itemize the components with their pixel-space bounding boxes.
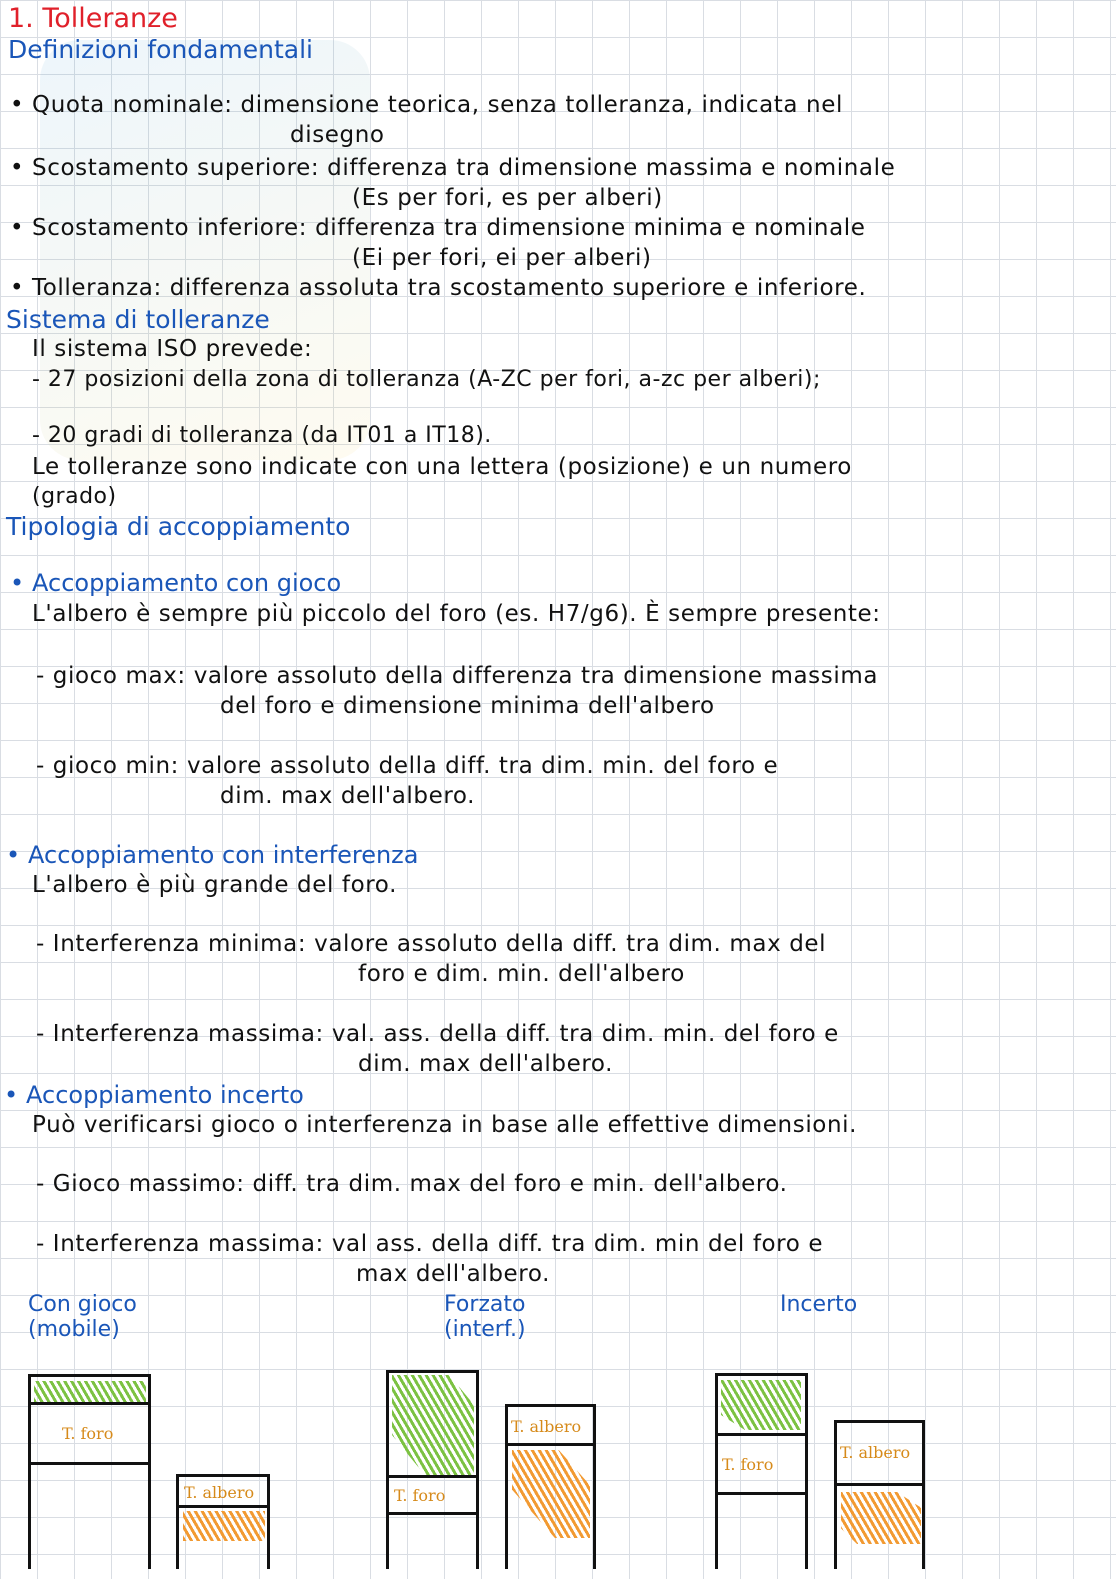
hatch-albero-orange xyxy=(841,1492,921,1544)
section-heading-definizioni: Definizioni fondamentali xyxy=(8,35,313,64)
foro-line xyxy=(715,1433,808,1436)
gioco-desc: L'albero è sempre più piccolo del foro (es. H7/g6). È sempre presente: xyxy=(32,601,881,627)
foro-top-line xyxy=(386,1370,479,1373)
section-heading-tipologia: Tipologia di accoppiamento xyxy=(6,512,351,541)
albero-line xyxy=(176,1505,270,1508)
label-t-foro: T. foro xyxy=(722,1455,774,1474)
interf-max-text: val. ass. della diff. tra dim. min. del foro e xyxy=(331,1021,839,1047)
diagram-label-forzato-l2: (interf.) xyxy=(444,1317,526,1343)
label-t-albero: T. albero xyxy=(840,1443,911,1462)
diagram-label-gioco-l1: Con gioco xyxy=(28,1292,137,1317)
label-t-albero: T. albero xyxy=(184,1483,255,1502)
albero-wall xyxy=(593,1404,596,1569)
gioco-min-text: valore assoluto della diff. tra dim. min. del foro e xyxy=(186,753,779,779)
interf-min-text: valore assoluto della diff. tra dim. max del xyxy=(314,931,827,957)
def-text: differenza tra dimensione massima e nominale xyxy=(327,155,896,181)
page-title: 1. Tolleranze xyxy=(8,3,178,34)
incerto-interf-cont: max dell'albero. xyxy=(356,1261,551,1287)
def-term: Scostamento superiore: xyxy=(32,155,320,181)
incerto-interf-massima xyxy=(36,1232,823,1257)
albero-line xyxy=(505,1404,596,1407)
albero-wall xyxy=(505,1404,508,1569)
diagram-label-forzato xyxy=(444,1292,526,1343)
def-term: Quota nominale: xyxy=(32,92,233,118)
albero-wall xyxy=(267,1474,270,1569)
def-text-cont: (Es per fori, es per alberi) xyxy=(352,185,663,211)
def-text: differenza assoluta tra scostamento superiore e inferiore. xyxy=(169,275,867,301)
interf-min-term: - Interferenza minima: xyxy=(36,931,307,957)
albero-wall xyxy=(176,1474,179,1569)
interf-min xyxy=(36,932,826,957)
def-tolleranza xyxy=(32,276,866,301)
def-scostamento-inferiore xyxy=(32,216,866,241)
gioco-min xyxy=(36,754,778,779)
interf-max xyxy=(36,1022,839,1047)
sistema-item-posizioni: - 27 posizioni della zona di tolleranza (A-ZC per fori, a-zc per alberi); xyxy=(32,367,821,392)
incerto-gioco-massimo: - Gioco massimo: diff. tra dim. max del foro e min. dell'albero. xyxy=(36,1171,788,1197)
hatch-albero-orange xyxy=(183,1511,265,1541)
sistema-note-cont: (grado) xyxy=(32,484,117,509)
foro-wall xyxy=(715,1373,718,1569)
hatch-foro-green xyxy=(392,1375,474,1475)
gioco-max xyxy=(36,664,878,689)
interf-min-cont: foro e dim. min. dell'albero xyxy=(358,961,685,987)
hatch-albero-orange xyxy=(512,1450,590,1538)
foro-top-line xyxy=(715,1373,808,1376)
foro-wall xyxy=(148,1374,151,1569)
incerto-interf-term: - Interferenza massima: xyxy=(36,1231,324,1257)
gioco-min-term: - gioco min: xyxy=(36,753,180,779)
section-heading-sistema: Sistema di tolleranze xyxy=(6,305,270,334)
diagram-label-forzato-l1: Forzato xyxy=(444,1292,526,1317)
def-term: Scostamento inferiore: xyxy=(32,215,308,241)
diagram-label-gioco xyxy=(28,1292,137,1343)
gioco-max-text: valore assoluto della differenza tra dimensione massima xyxy=(193,663,879,689)
albero-line xyxy=(505,1443,596,1446)
sistema-intro: Il sistema ISO prevede: xyxy=(32,336,313,362)
sistema-item-gradi: - 20 gradi di tolleranza (da IT01 a IT18). xyxy=(32,423,492,448)
foro-line xyxy=(715,1492,808,1495)
label-t-albero: T. albero xyxy=(511,1417,582,1436)
foro-wall xyxy=(386,1370,389,1569)
foro-line xyxy=(28,1462,151,1465)
incerto-interf-text: val ass. della diff. tra dim. min del foro e xyxy=(331,1231,824,1257)
interf-desc: L'albero è più grande del foro. xyxy=(32,872,397,898)
albero-wall xyxy=(922,1420,925,1569)
foro-line xyxy=(386,1512,479,1515)
sistema-note: Le tolleranze sono indicate con una lettera (posizione) e un numero xyxy=(32,454,852,480)
foro-wall xyxy=(476,1370,479,1569)
subheading-incerto: • Accoppiamento incerto xyxy=(26,1082,304,1108)
albero-line xyxy=(834,1483,925,1486)
diagram-label-incerto: Incerto xyxy=(780,1292,858,1317)
gioco-max-term: - gioco max: xyxy=(36,663,186,689)
def-text: differenza tra dimensione minima e nominale xyxy=(315,215,866,241)
def-scostamento-superiore xyxy=(32,156,895,181)
foro-line xyxy=(28,1402,151,1405)
diagram-label-gioco-l2: (mobile) xyxy=(28,1317,120,1343)
foro-wall xyxy=(28,1374,31,1569)
def-quota-nominale xyxy=(32,93,843,118)
hatch-foro-green xyxy=(34,1381,146,1403)
incerto-desc: Può verificarsi gioco o interferenza in base alle effettive dimensioni. xyxy=(32,1112,858,1138)
foro-wall xyxy=(805,1373,808,1569)
hatch-foro-green xyxy=(721,1380,801,1430)
interf-max-term: - Interferenza massima: xyxy=(36,1021,324,1047)
label-t-foro: T. foro xyxy=(62,1424,114,1443)
def-text-cont: (Ei per fori, ei per alberi) xyxy=(352,245,652,271)
subheading-gioco: • Accoppiamento con gioco xyxy=(32,570,341,596)
gioco-min-cont: dim. max dell'albero. xyxy=(220,783,476,809)
def-term: Tolleranza: xyxy=(32,275,162,301)
label-t-foro: T. foro xyxy=(394,1486,446,1505)
def-text: dimensione teorica, senza tolleranza, indicata nel xyxy=(240,92,843,118)
albero-line xyxy=(176,1474,270,1477)
foro-line xyxy=(386,1475,479,1478)
foro-top-line xyxy=(28,1374,151,1377)
albero-line xyxy=(834,1420,925,1423)
interf-max-cont: dim. max dell'albero. xyxy=(358,1051,614,1077)
def-text-cont: disegno xyxy=(290,122,385,148)
subheading-interferenza: • Accoppiamento con interferenza xyxy=(28,842,418,868)
gioco-max-cont: del foro e dimensione minima dell'albero xyxy=(220,693,715,719)
albero-wall xyxy=(834,1420,837,1569)
